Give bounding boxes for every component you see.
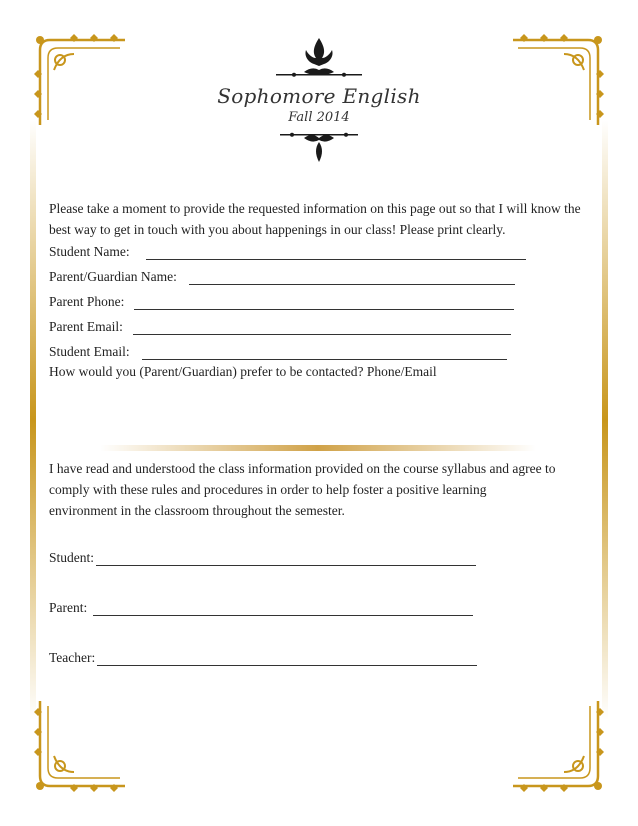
parent-email-field[interactable]: [49, 315, 511, 335]
field-label: Parent Email:: [49, 319, 123, 334]
parent-phone-field[interactable]: [49, 290, 514, 310]
signature-label: Parent:: [49, 600, 88, 615]
field-label: Parent/Guardian Name:: [49, 269, 177, 284]
teacher-signature-field[interactable]: [49, 646, 477, 666]
corner-ornament-icon: [30, 696, 130, 796]
student-signature-field[interactable]: [49, 546, 476, 566]
document-title: Sophomore English: [217, 84, 421, 108]
agreement-line: I have read and understood the class information provided on the course syllabus and agree to: [49, 461, 556, 476]
fleur-de-lis-ornament-icon: [274, 36, 364, 84]
scroll-ornament-icon: [278, 126, 360, 166]
right-gold-border: [602, 120, 608, 720]
field-label: Parent Phone:: [49, 294, 125, 309]
agreement-line: comply with these rules and procedures in order to help foster a positive learning: [49, 482, 487, 497]
parent-email-line[interactable]: [133, 320, 511, 335]
parent-signature-field[interactable]: [49, 596, 473, 616]
intro-paragraph: Please take a moment to provide the requested information on this page out so that I will know the best way to get in touch with you about happenings in our class! Please print clearly.: [49, 201, 581, 237]
gold-divider: [100, 445, 536, 451]
parent-signature-line[interactable]: [93, 601, 473, 616]
agreement-paragraph: [49, 458, 589, 521]
field-label: Student Email:: [49, 344, 130, 359]
student-name-line[interactable]: [146, 245, 526, 260]
document-subtitle: Fall 2014: [288, 110, 350, 125]
signature-label: Teacher:: [49, 650, 96, 665]
field-label: Student Name:: [49, 244, 130, 259]
student-signature-line[interactable]: [96, 551, 476, 566]
student-email-field[interactable]: [49, 340, 507, 360]
left-gold-border: [30, 120, 36, 720]
student-email-line[interactable]: [142, 345, 507, 360]
student-name-field[interactable]: [49, 240, 526, 260]
signature-label: Student:: [49, 550, 95, 565]
teacher-signature-line[interactable]: [97, 651, 477, 666]
agreement-line: environment in the classroom throughout the semester.: [49, 503, 345, 518]
parent-phone-line[interactable]: [134, 295, 514, 310]
corner-ornament-icon: [508, 696, 608, 796]
contact-preference-question: How would you (Parent/Guardian) prefer to be contacted? Phone/Email: [49, 364, 437, 379]
parent-guardian-name-line[interactable]: [189, 270, 515, 285]
parent-guardian-name-field[interactable]: [49, 265, 515, 285]
